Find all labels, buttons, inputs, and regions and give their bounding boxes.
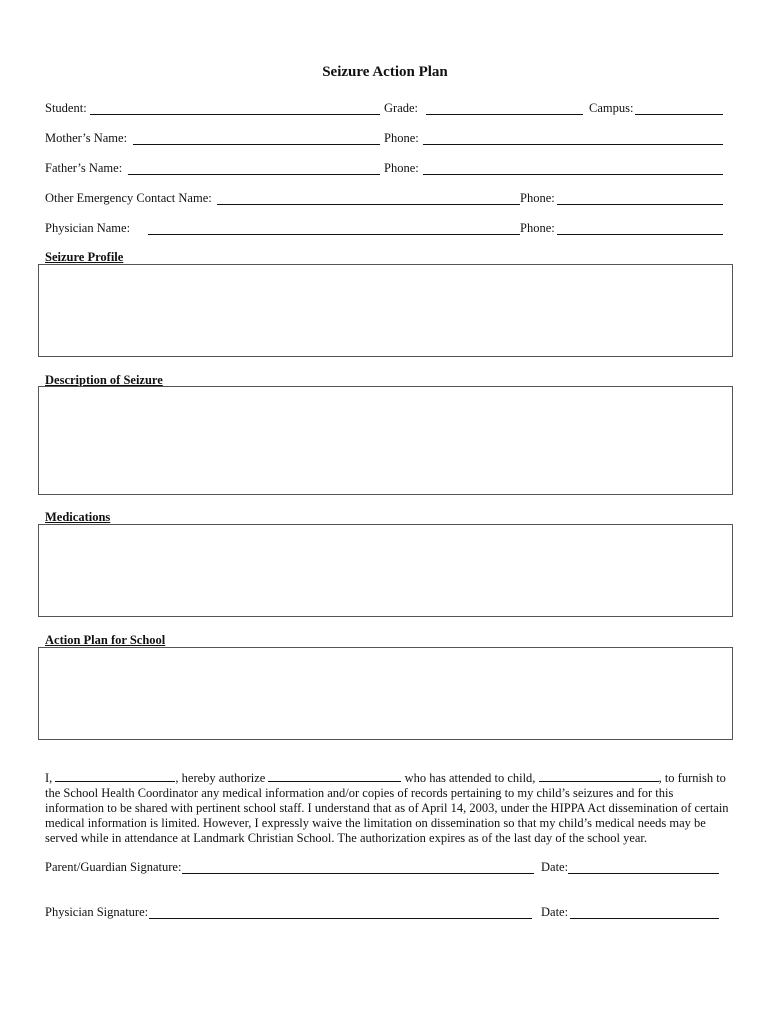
parent-date-field[interactable]: [568, 861, 719, 874]
other-contact-field[interactable]: [217, 192, 520, 205]
other-contact-phone-field[interactable]: [557, 192, 723, 205]
parent-signature-field[interactable]: [182, 861, 534, 874]
other-contact-phone-label: Phone:: [520, 191, 555, 205]
auth-rest: , to furnish to the School Health Coordinator any medical information and/or copies of records pertaining to my child’s seizures and for this information to be shared with pertinent school staff. I understand that as of April 14, 2003, under the HIPPA Act dissemination of certain medical information is limited. However, I expressly waive the limitation on dissemination so that my child’s medical needs may be served while in attendance at Landmark Christian School. The authorization expires as of the last day of the school year.: [45, 771, 729, 845]
mothers-name-label: Mother’s Name:: [45, 131, 128, 145]
physician-signature-label: Physician Signature:: [45, 905, 149, 919]
medications-heading: Medications: [45, 510, 111, 524]
authorization-paragraph: [45, 770, 735, 846]
action-plan-box[interactable]: [38, 647, 733, 740]
physician-name-blank[interactable]: [268, 770, 401, 782]
seizure-profile-heading: Seizure Profile: [45, 250, 124, 264]
physician-date-field[interactable]: [570, 906, 719, 919]
description-box[interactable]: [38, 386, 733, 495]
grade-label: Grade:: [384, 101, 419, 115]
parent-date-label: Date:: [541, 860, 569, 874]
physician-phone-field[interactable]: [557, 222, 723, 235]
auth-hereby: , hereby authorize: [175, 771, 266, 785]
medications-box[interactable]: [38, 524, 733, 617]
action-plan-heading: Action Plan for School: [45, 633, 166, 647]
other-contact-label: Other Emergency Contact Name:: [45, 191, 212, 205]
auth-i: I,: [45, 771, 53, 785]
mothers-phone-label: Phone:: [384, 131, 419, 145]
parent-signature-label: Parent/Guardian Signature:: [45, 860, 182, 874]
fathers-phone-label: Phone:: [384, 161, 419, 175]
grade-field[interactable]: [426, 102, 583, 115]
seizure-profile-box[interactable]: [38, 264, 733, 357]
fathers-phone-field[interactable]: [423, 162, 723, 175]
mothers-phone-field[interactable]: [423, 132, 723, 145]
physician-name-label: Physician Name:: [45, 221, 131, 235]
campus-label: Campus:: [589, 101, 634, 115]
mothers-name-field[interactable]: [133, 132, 380, 145]
student-label: Student:: [45, 101, 87, 115]
page-title: Seizure Action Plan: [322, 64, 448, 80]
description-heading: Description of Seizure: [45, 373, 163, 387]
auth-attended: who has attended to child,: [404, 771, 536, 785]
fathers-name-label: Father’s Name:: [45, 161, 123, 175]
physician-date-label: Date:: [541, 905, 569, 919]
fathers-name-field[interactable]: [128, 162, 380, 175]
campus-field[interactable]: [635, 102, 723, 115]
student-field[interactable]: [90, 102, 380, 115]
physician-name-field[interactable]: [148, 222, 520, 235]
child-name-blank[interactable]: [539, 770, 659, 782]
parent-name-blank[interactable]: [55, 770, 175, 782]
physician-signature-field[interactable]: [149, 906, 532, 919]
physician-phone-label: Phone:: [520, 221, 555, 235]
